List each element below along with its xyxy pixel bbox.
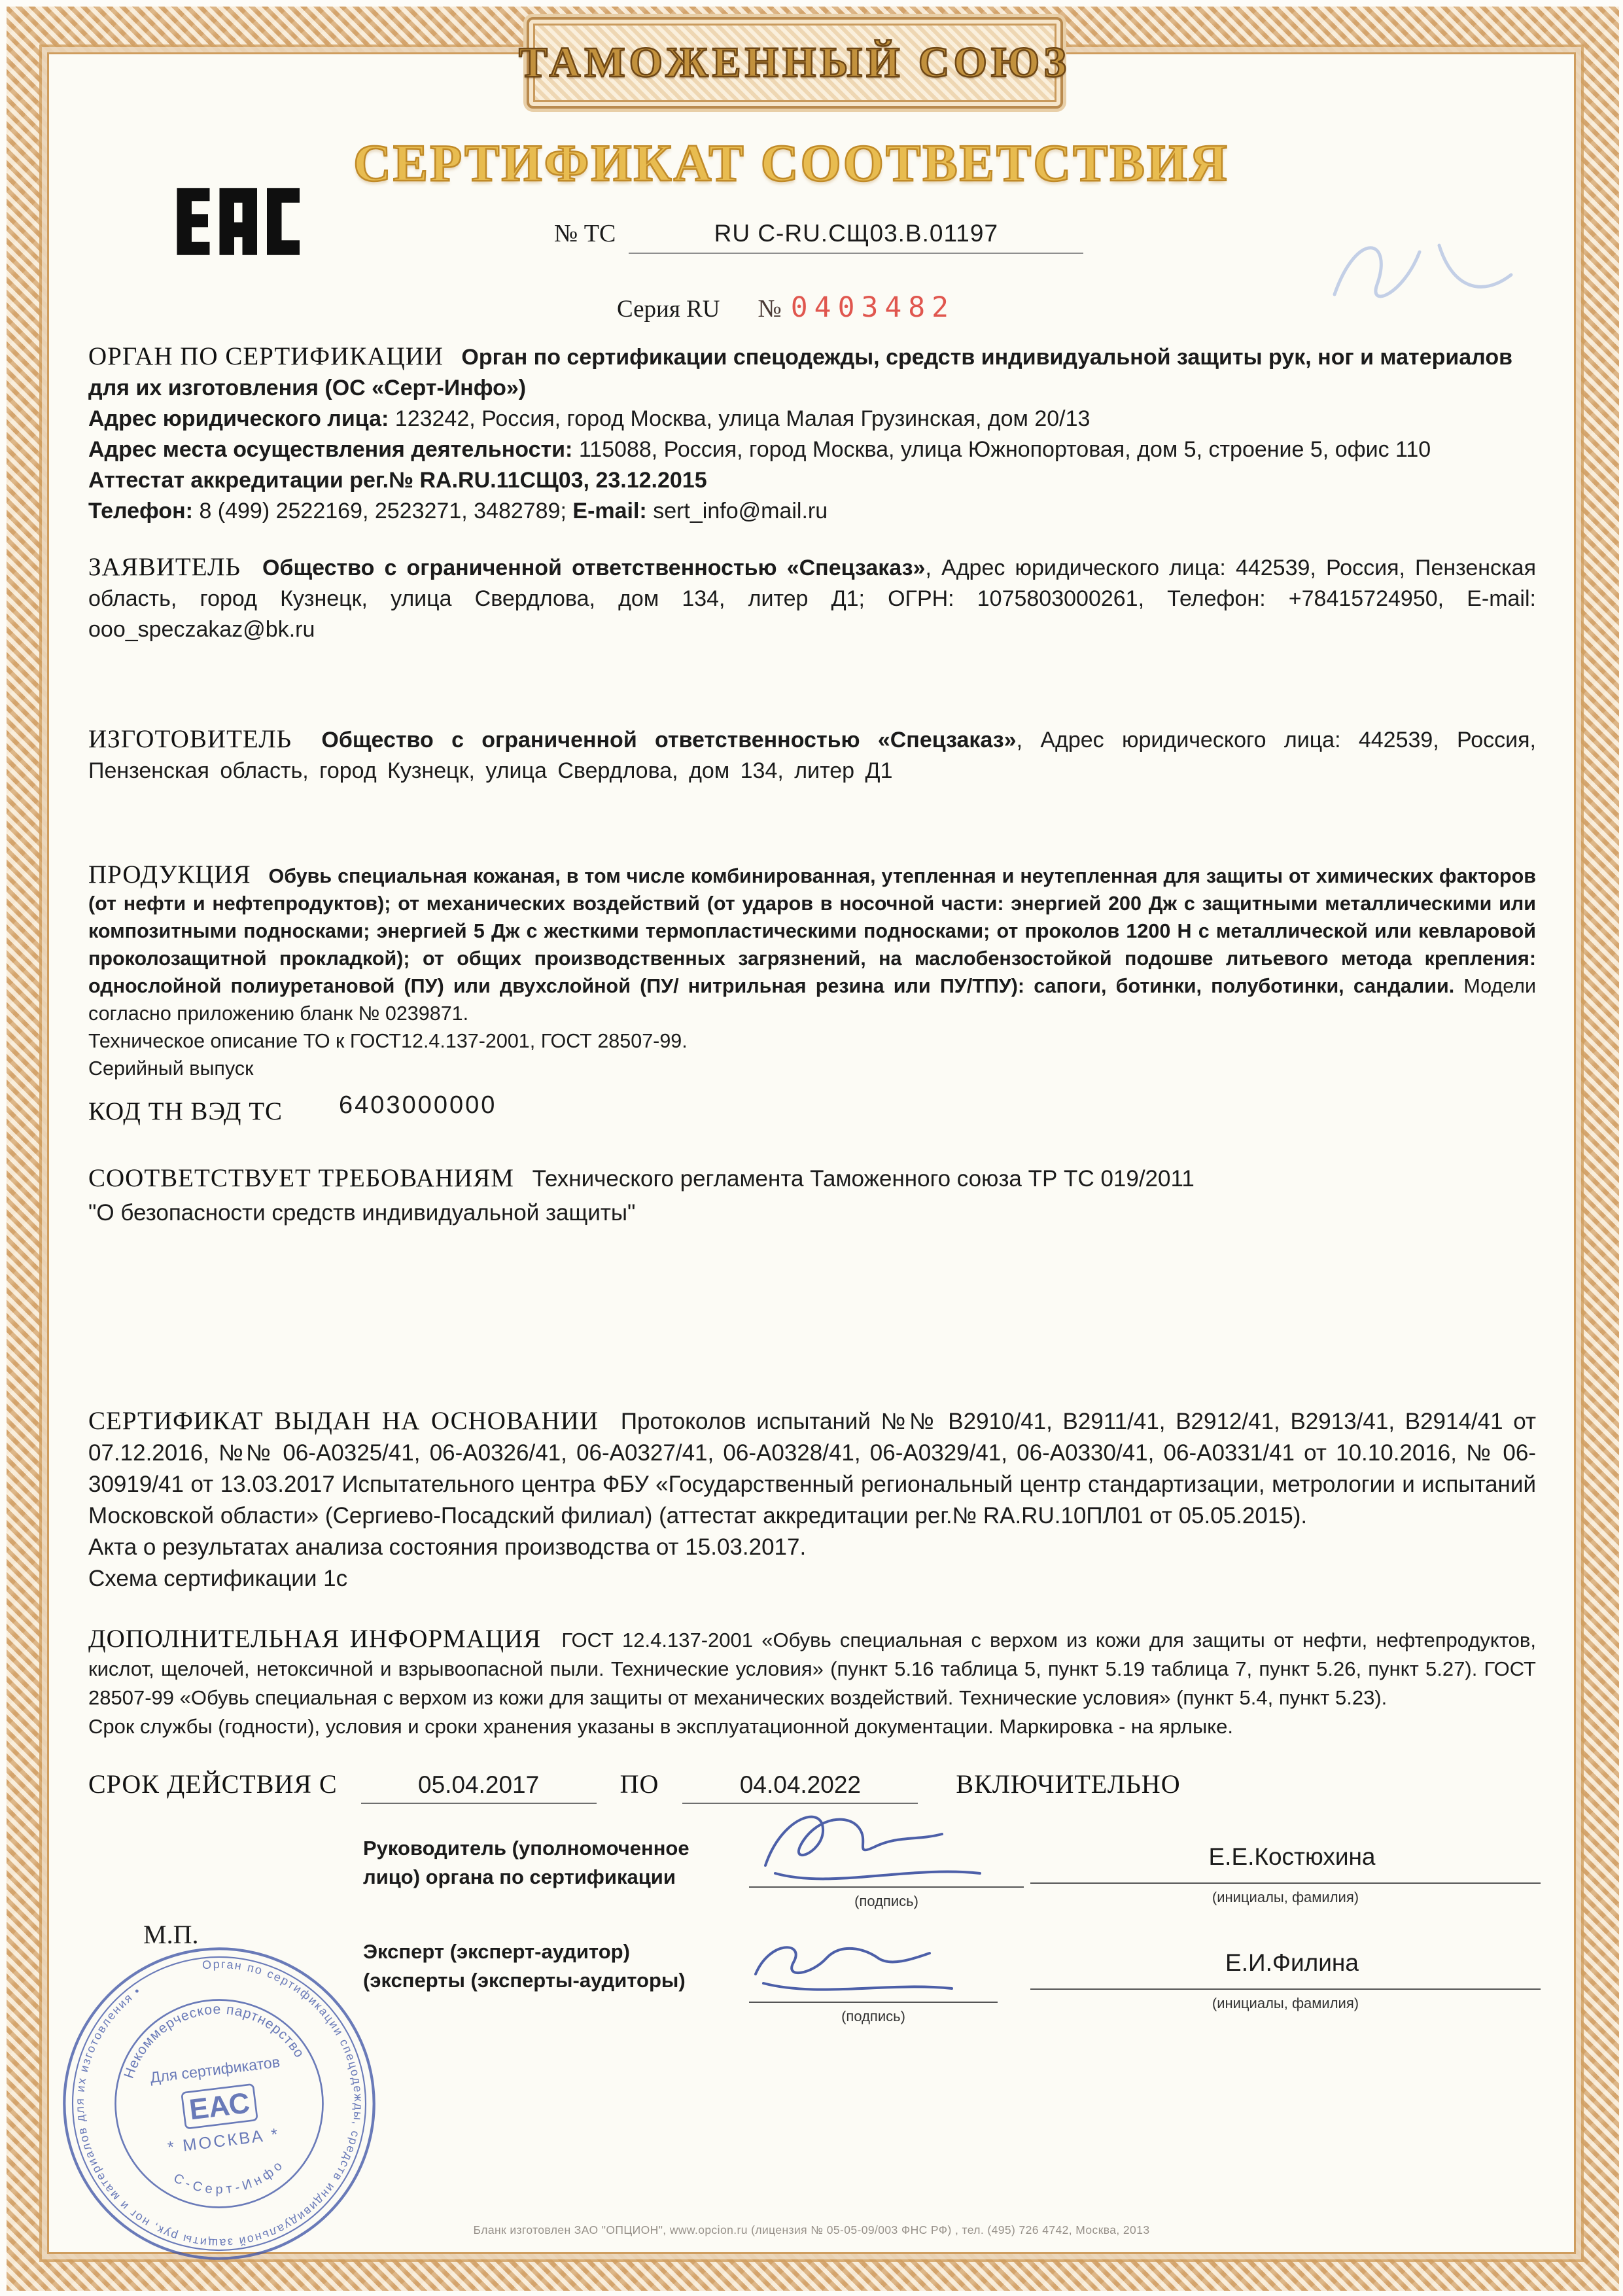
- expert-role: [363, 1937, 742, 1995]
- certificate-title: СЕРТИФИКАТ СООТВЕТСТВИЯ: [353, 135, 1229, 192]
- stamp-top-arc-text: Некоммерческое партнерство: [121, 2002, 307, 2081]
- legal-address: 123242, Россия, город Москва, улица Малая Грузинская, дом 20/13: [394, 406, 1091, 431]
- products-tech-description: Техническое описание ТО к ГОСТ12.4.137-2001, ГОСТ 28507-99.: [88, 1030, 688, 1052]
- compliance-regulation-title: "О безопасности средств индивидуальной защиты": [88, 1200, 636, 1226]
- compliance-regulation: Технического регламента Таможенного союза ТР ТС 019/2011: [532, 1166, 1195, 1192]
- manufacturer-details: , Адрес юридического лица: 442539, Россия, Пензенская область, город Кузнецк, улица Свердлова, дом 134, литер Д1: [88, 728, 1536, 783]
- products-types: сапоги, ботинки, полуботинки, сандалии.: [1034, 975, 1455, 997]
- section-manufacturer: [88, 724, 1536, 786]
- additional-info-label: ДОПОЛНИТЕЛЬНАЯ ИНФОРМАЦИЯ: [88, 1625, 542, 1653]
- head-role-line1: Руководитель (уполномоченное: [363, 1837, 689, 1860]
- series-number: 0403482: [790, 291, 956, 324]
- expert-signature-caption: (подпись): [841, 2008, 905, 2024]
- certification-body-label: ОРГАН ПО СЕРТИФИКАЦИИ: [88, 342, 444, 370]
- stamp-eac-mark: ЕАС: [187, 2087, 252, 2127]
- basis-production-act: Акта о результатах анализа состояния производства от 15.03.2017.: [88, 1534, 807, 1560]
- svg-text:С - С е р т - И н ф о: [169, 2158, 287, 2203]
- expert-name-caption: (инициалы, фамилия): [1212, 1995, 1359, 2011]
- compliance-label: СООТВЕТСТВУЕТ ТРЕБОВАНИЯМ: [88, 1164, 514, 1192]
- manufacturer-label: ИЗГОТОВИТЕЛЬ: [88, 725, 292, 753]
- head-role-line2: лицо) органа по сертификации: [363, 1865, 676, 1888]
- eac-logo-icon: [172, 184, 303, 259]
- products-serial-release: Серийный выпуск: [88, 1057, 254, 1080]
- additional-gost-text: ГОСТ 12.4.137-2001 «Обувь специальная с верхом из кожи для защиты от нефти, нефтепродуктов, кислот, щелочей, нетоксичной и взрывоопасной пыли. Технические условия» (пункт 5.16 таблица 5, пункт 5.19 таблица 7, пункт 5.26, пункт 5.27). ГОСТ 28507-99 «Обувь специальная с верхом из кожи для защиты от механических воздействий. Технические условия» (пункт 5.4, пункт 5.23).: [88, 1629, 1536, 1709]
- applicant-label: ЗАЯВИТЕЛЬ: [88, 553, 241, 581]
- expert-name: Е.И.Филина: [1225, 1949, 1359, 1976]
- email-value: sert_info@mail.ru: [653, 499, 828, 523]
- code-tnved-row: [88, 1091, 1536, 1126]
- stamp-city-text: * МОСКВА *: [166, 2125, 281, 2157]
- code-tnved-label: КОД ТН ВЭД ТС: [88, 1097, 283, 1125]
- expert-signature: [736, 1922, 1017, 2013]
- banner-title: ТАМОЖЕННЫЙ СОЮЗ: [518, 39, 1071, 86]
- footer-note: Бланк изготовлен ЗАО "ОПЦИОН", www.opcion.ru (лицензия № 05-05-09/003 ФНС РФ) , тел. (495) 726 4742, Москва, 2013: [473, 2223, 1150, 2236]
- products-models: Модели согласно приложению бланк № 0239871.: [88, 975, 1537, 1025]
- cert-number-value: RU C-RU.СЩ03.В.01197: [629, 220, 1083, 254]
- phone-value: 8 (499) 2522169, 2523271, 3482789;: [199, 499, 567, 523]
- products-description: Обувь специальная кожаная, в том числе комбинированная, утепленная и неутепленная для защиты от химических факторов (от нефти и нефтепродуктов); от механических воздействий (от ударов в носочной части: энергией 200 Дж с защитными металлическими или композитными подносками; энергией 5 Дж с жесткими термопластическими подносками; от проколов 1200 Н с металлической или кевларовой проколозащитной прокладкой); от общих производственных загрязнений, на маслобензостойкой подошве литьевого метода крепления: однослойной полиуретановой (ПУ) или двухслойной (ПУ/ нитрильная резина или ПУ/ТПУ):: [88, 865, 1536, 997]
- basis-label: СЕРТИФИКАТ ВЫДАН НА ОСНОВАНИИ: [88, 1407, 599, 1435]
- manufacturer-name: Общество с ограниченной ответственностью «Спецзаказ»: [321, 728, 1017, 752]
- series-row: [617, 291, 955, 324]
- valid-from-date: 05.04.2017: [361, 1771, 597, 1804]
- section-products: [88, 861, 1536, 1082]
- series-label: Серия RU: [617, 296, 720, 323]
- expert-name-line: [1030, 1988, 1541, 1990]
- applicant-details: , Адрес юридического лица: 442539, Россия, Пензенская область, город Кузнецк, улица Свердлова, дом 134, литер Д1; ОГРН: 1075803000261, Телефон: +78415724950, E-mail: ooo_speczakaz@bk.ru: [88, 556, 1536, 642]
- head-signature-line: [749, 1886, 1024, 1888]
- validity-label: СРОК ДЕЙСТВИЯ С: [88, 1769, 338, 1799]
- accreditation: Аттестат аккредитации рег.№ RA.RU.11СЩ03, 23.12.2015: [88, 468, 707, 493]
- section-issued-on-basis: [88, 1405, 1536, 1595]
- expert-signature-line: [749, 2002, 998, 2003]
- phone-label: Телефон:: [88, 499, 193, 523]
- basis-protocols: Протоколов испытаний №№ В2910/41, В2911/41, В2912/41, В2913/41, В2914/41 от 07.12.2016, №№ 06-А0325/41, 06-А0326/41, 06-А0327/41, 06-А0328/41, 06-А0329/41, 06-А0330/41, 06-А0331/41 от 10.10.2016, № 06-30919/41 от 13.03.2017 Испытательного центра ФБУ «Государственный региональный центр стандартизации, метрологии и испытаний Московской области» (Сергиево-Посадский филиал) (аттестат аккредитации рег.№ RA.RU.10ПЛ01 от 05.05.2015).: [88, 1409, 1536, 1528]
- expert-role-line1: Эксперт (эксперт-аудитор): [363, 1940, 630, 1963]
- email-label: E-mail:: [572, 499, 647, 523]
- head-signature-caption: (подпись): [854, 1893, 918, 1909]
- customs-union-banner: [518, 17, 1071, 109]
- head-signature: [726, 1800, 1066, 1898]
- cert-number-label: № ТС: [554, 220, 616, 247]
- section-applicant: [88, 552, 1536, 645]
- series-no-sign: №: [758, 295, 782, 323]
- applicant-name: Общество с ограниченной ответственностью «Спецзаказ»: [262, 556, 926, 580]
- certificate-content: [49, 54, 1574, 2252]
- stamp-bottom-arc-text: С - С е р т - И н ф о: [171, 2159, 285, 2197]
- products-label: ПРОДУКЦИЯ: [88, 860, 251, 889]
- certificate-body: [47, 52, 1576, 2254]
- stamp-outer-ring-text: Орган по сертификации спецодежды, средств индивидуальной защиты рук, ног и материалов для их изготовления •: [73, 1957, 366, 2250]
- head-name-caption: (инициалы, фамилия): [1212, 1889, 1359, 1905]
- validity-row: [88, 1769, 1536, 1804]
- basis-certification-scheme: Схема сертификации 1с: [88, 1566, 348, 1591]
- stamp-purpose-text: Для сертификатов: [148, 2053, 281, 2087]
- code-tnved-value: 6403000000: [339, 1091, 497, 1119]
- valid-to-date: 04.04.2022: [682, 1771, 918, 1804]
- activity-address: 115088, Россия, город Москва, улица Южнопортовая, дом 5, строение 5, офис 110: [578, 437, 1431, 462]
- head-name-line: [1030, 1882, 1541, 1884]
- additional-service-life: Срок службы (годности), условия и сроки хранения указаны в эксплуатационной документации. Маркировка - на ярлыке.: [88, 1715, 1234, 1738]
- head-role: [363, 1834, 716, 1892]
- section-certification-body: [88, 341, 1536, 527]
- section-additional-info: [88, 1625, 1536, 1741]
- pen-mark: [1321, 216, 1544, 340]
- certification-body-name: Орган по сертификации спецодежды, средств индивидуальной защиты рук, ног и материалов для их изготовления (ОС «Серт-Инфо»): [88, 345, 1513, 400]
- expert-role-line2: (эксперты (эксперты-аудиторы): [363, 1969, 686, 1992]
- validity-inclusive-label: ВКЛЮЧИТЕЛЬНО: [956, 1769, 1181, 1799]
- legal-address-label: Адрес юридического лица:: [88, 406, 389, 431]
- stamp-place-label: М.П.: [143, 1920, 199, 1949]
- activity-address-label: Адрес места осуществления деятельности:: [88, 437, 573, 462]
- cert-number-row: [554, 219, 1083, 254]
- validity-po-label: ПО: [620, 1769, 659, 1799]
- eac-logo: [172, 184, 303, 262]
- head-name: Е.Е.Костюхина: [1208, 1843, 1376, 1870]
- section-compliance: [88, 1161, 1536, 1230]
